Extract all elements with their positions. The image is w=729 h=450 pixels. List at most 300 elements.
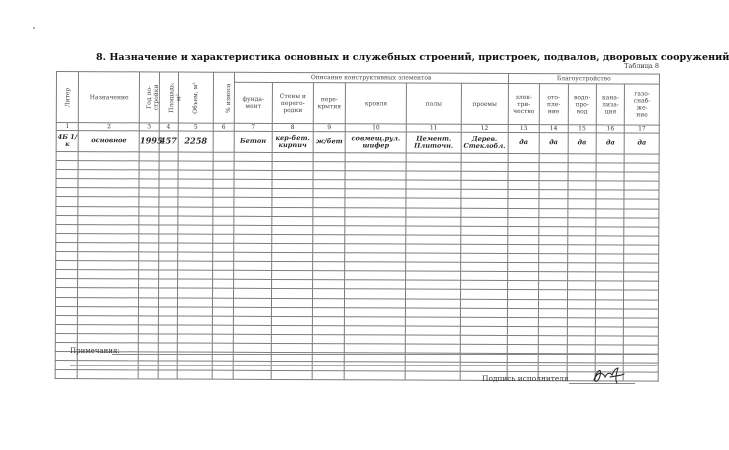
empty-cell: [345, 262, 406, 271]
empty-cell: [233, 261, 272, 270]
empty-cell: [568, 163, 596, 172]
empty-cell: [55, 324, 77, 333]
empty-cell: [406, 198, 461, 207]
empty-cell: [406, 217, 461, 226]
empty-cell: [595, 308, 623, 317]
empty-cell: [139, 288, 158, 297]
empty-cell: [345, 207, 406, 216]
empty-cell: [233, 316, 272, 325]
column-number: 13: [508, 124, 539, 132]
empty-cell: [345, 162, 406, 171]
empty-cell: [56, 206, 78, 215]
empty-cell: [272, 307, 313, 316]
empty-cell: [56, 279, 78, 288]
empty-cell: [539, 245, 567, 254]
empty-cell: [313, 225, 346, 234]
header-floors: полы: [406, 83, 461, 124]
empty-cell: [461, 235, 508, 244]
empty-cell: [567, 308, 595, 317]
empty-cell: [158, 225, 177, 234]
empty-cell: [56, 288, 78, 297]
column-number: 15: [568, 125, 596, 133]
empty-cell: [55, 333, 77, 342]
empty-cell: [178, 225, 214, 234]
column-number: 14: [539, 125, 567, 133]
empty-cell: [312, 244, 345, 253]
empty-cell: [539, 199, 567, 208]
empty-cell: [78, 206, 139, 215]
empty-cell: [158, 216, 177, 225]
empty-cell: [78, 315, 139, 324]
empty-cell: [539, 235, 567, 244]
empty-cell: [178, 207, 214, 216]
notes-line: [112, 354, 657, 355]
empty-cell: [272, 298, 313, 307]
empty-cell: [78, 252, 139, 261]
empty-cell: [507, 226, 538, 235]
empty-cell: [596, 208, 624, 217]
empty-cell: [507, 335, 538, 344]
empty-cell: [345, 171, 406, 180]
empty-cell: [624, 309, 659, 318]
cell-wear: [213, 131, 233, 152]
empty-cell: [538, 354, 566, 363]
empty-cell: [568, 181, 596, 190]
empty-cell: [213, 243, 233, 252]
empty-cell: [139, 279, 158, 288]
group-header-construction: Описание конструктивных элементов: [234, 72, 508, 83]
empty-cell: [213, 289, 233, 298]
empty-cell: [78, 152, 139, 161]
header-roof: кровля: [345, 83, 406, 124]
empty-cell: [344, 371, 405, 380]
empty-cell: [461, 190, 508, 199]
cell-heating: да: [539, 133, 567, 154]
empty-cell: [595, 336, 623, 345]
empty-cell: [78, 233, 139, 242]
empty-cell: [213, 207, 233, 216]
empty-cell: [596, 154, 624, 163]
empty-cell: [508, 163, 539, 172]
empty-cell: [595, 345, 623, 354]
empty-cell: [507, 263, 538, 272]
header-purpose: Назначение: [79, 72, 140, 123]
empty-cell: [233, 270, 272, 279]
empty-cell: [461, 171, 508, 180]
empty-cell: [406, 189, 461, 198]
empty-cell: [345, 316, 406, 325]
empty-cell: [567, 208, 595, 217]
empty-cell: [596, 272, 624, 281]
empty-cell: [567, 317, 595, 326]
empty-cell: [508, 190, 539, 199]
empty-cell: [158, 307, 177, 316]
empty-cell: [624, 272, 659, 281]
empty-cell: [538, 335, 566, 344]
empty-cell: [158, 334, 177, 343]
empty-cell: [405, 335, 460, 344]
empty-cell: [272, 207, 313, 216]
empty-cell: [158, 270, 177, 279]
empty-cell: [272, 216, 313, 225]
empty-cell: [139, 270, 158, 279]
empty-cell: [507, 344, 538, 353]
empty-cell: [406, 162, 461, 171]
empty-cell: [406, 317, 461, 326]
empty-cell: [508, 208, 539, 217]
empty-cell: [312, 271, 345, 280]
empty-cell: [313, 153, 346, 162]
cell-liter: 4Б 1/к: [56, 131, 78, 152]
empty-cell: [567, 354, 595, 363]
empty-cell: [596, 190, 624, 199]
empty-cell: [213, 325, 233, 334]
cell-openings: Дерев. Стеклобл.: [461, 132, 508, 153]
empty-cell: [56, 152, 78, 161]
empty-cell: [539, 208, 567, 217]
empty-cell: [567, 336, 595, 345]
empty-cell: [345, 298, 406, 307]
empty-cell: [139, 197, 158, 206]
empty-cell: [539, 308, 567, 317]
empty-cell: [177, 261, 213, 270]
empty-cell: [139, 216, 158, 225]
header-walls: Стены и перего- родки: [272, 82, 313, 123]
empty-cell: [56, 170, 78, 179]
empty-cell: [139, 261, 158, 270]
empty-cell: [406, 308, 461, 317]
empty-cell: [233, 334, 272, 343]
header-foundation: фунда- мент: [234, 82, 273, 123]
empty-cell: [624, 318, 659, 327]
group-header-amenities: Благоустройство: [508, 73, 659, 84]
empty-cell: [178, 161, 214, 170]
empty-cell: [272, 271, 313, 280]
empty-cell: [507, 272, 538, 281]
empty-cell: [596, 254, 624, 263]
table-row: [56, 131, 659, 155]
empty-cell: [158, 343, 177, 352]
empty-cell: [272, 198, 313, 207]
empty-cell: [461, 208, 508, 217]
empty-cell: [312, 316, 345, 325]
cell-electricity: да: [508, 132, 540, 153]
empty-cell: [345, 307, 406, 316]
cell-gas: да: [624, 133, 659, 154]
empty-cell: [271, 343, 312, 352]
empty-cell: [78, 179, 139, 188]
empty-cell: [158, 279, 177, 288]
empty-cell: [234, 189, 273, 198]
empty-cell: [139, 306, 158, 315]
empty-cell: [313, 171, 346, 180]
empty-cell: [406, 244, 461, 253]
empty-cell: [213, 343, 233, 352]
empty-cell: [345, 235, 406, 244]
empty-cell: [233, 225, 272, 234]
empty-cell: [312, 307, 345, 316]
empty-cell: [159, 152, 178, 161]
empty-cell: [539, 172, 567, 181]
column-number: 3: [139, 123, 158, 131]
column-number: 10: [345, 124, 406, 132]
empty-cell: [312, 289, 345, 298]
empty-cell: [596, 218, 624, 227]
empty-cell: [507, 317, 538, 326]
empty-cell: [461, 262, 508, 271]
empty-cell: [233, 207, 272, 216]
empty-cell: [539, 281, 567, 290]
empty-cell: [624, 281, 659, 290]
empty-cell: [177, 252, 213, 261]
column-number: 16: [596, 125, 624, 133]
empty-cell: [596, 236, 624, 245]
empty-cell: [158, 370, 177, 379]
header-gas: газо- снаб- же- ние: [625, 84, 660, 125]
column-number: 5: [178, 123, 214, 131]
empty-cell: [345, 289, 406, 298]
empty-cell: [406, 299, 461, 308]
empty-cell: [345, 280, 406, 289]
empty-rows: [55, 152, 659, 382]
empty-cell: [595, 327, 623, 336]
empty-cell: [139, 297, 158, 306]
empty-cell: [596, 163, 624, 172]
empty-cell: [158, 252, 177, 261]
empty-cell: [313, 216, 346, 225]
empty-cell: [460, 271, 507, 280]
empty-cell: [507, 290, 538, 299]
empty-cell: [78, 306, 139, 315]
empty-cell: [507, 308, 538, 317]
section-title: 8. Назначение и характеристика основных и служебных строений, пристроек, подвалов, дворовых сооружений: [96, 52, 729, 63]
empty-cell: [78, 297, 139, 306]
notes-line-2: [70, 365, 657, 366]
empty-cell: [539, 217, 567, 226]
empty-cell: [312, 325, 345, 334]
empty-cell: [624, 290, 659, 299]
empty-cell: [567, 236, 595, 245]
empty-cell: [567, 272, 595, 281]
empty-cell: [233, 243, 272, 252]
empty-cell: [507, 363, 538, 372]
empty-cell: [213, 234, 233, 243]
empty-cell: [344, 362, 405, 371]
empty-cell: [508, 181, 539, 190]
empty-cell: [158, 288, 177, 297]
empty-cell: [345, 253, 406, 262]
empty-cell: [312, 280, 345, 289]
empty-cell: [345, 153, 406, 162]
empty-cell: [312, 234, 345, 243]
empty-cell: [213, 216, 233, 225]
empty-cell: [596, 181, 624, 190]
empty-cell: [567, 199, 595, 208]
empty-cell: [313, 198, 346, 207]
empty-cell: [78, 161, 139, 170]
empty-cell: [624, 218, 659, 227]
empty-cell: [158, 316, 177, 325]
empty-cell: [312, 371, 345, 380]
empty-cell: [567, 290, 595, 299]
empty-cell: [213, 252, 233, 261]
empty-cell: [406, 280, 461, 289]
empty-cell: [312, 334, 345, 343]
empty-cell: [624, 236, 659, 245]
empty-cell: [460, 344, 507, 353]
empty-cell: [177, 334, 213, 343]
empty-cell: [539, 226, 567, 235]
empty-cell: [624, 154, 659, 163]
empty-cell: [313, 207, 346, 216]
empty-cell: [139, 170, 158, 179]
table-number: Таблица 8: [624, 62, 659, 70]
empty-cell: [213, 152, 233, 161]
empty-cell: [177, 298, 213, 307]
empty-cell: [55, 315, 77, 324]
empty-cell: [624, 354, 659, 363]
empty-cell: [233, 307, 272, 316]
empty-cell: [272, 152, 313, 161]
header-openings: проемы: [461, 83, 508, 124]
empty-cell: [178, 234, 214, 243]
empty-cell: [272, 171, 313, 180]
empty-cell: [56, 179, 78, 188]
empty-cell: [405, 326, 460, 335]
empty-cell: [213, 316, 233, 325]
header-area: Площадь, м²: [159, 72, 179, 123]
empty-cell: [158, 179, 177, 188]
column-number: 11: [406, 124, 461, 132]
empty-cell: [233, 325, 272, 334]
column-number: 1: [56, 123, 78, 131]
empty-cell: [568, 154, 596, 163]
empty-cell: [56, 215, 78, 224]
empty-cell: [55, 370, 77, 379]
empty-cell: [405, 371, 460, 380]
empty-cell: [212, 370, 232, 379]
buildings-table: [55, 71, 660, 382]
empty-cell: [596, 263, 624, 272]
empty-cell: [233, 289, 272, 298]
empty-cell: [406, 289, 461, 298]
empty-cell: [213, 298, 233, 307]
empty-cell: [460, 299, 507, 308]
empty-cell: [139, 234, 158, 243]
empty-cell: [461, 253, 508, 262]
empty-cell: [624, 227, 659, 236]
empty-cell: [139, 334, 158, 343]
empty-cell: [507, 254, 538, 263]
empty-cell: [158, 234, 177, 243]
empty-cell: [595, 281, 623, 290]
empty-cell: [345, 244, 406, 253]
empty-cell: [406, 153, 461, 162]
cell-floors-ceil: ж/бет: [313, 132, 346, 153]
empty-cell: [624, 345, 659, 354]
empty-cell: [313, 180, 346, 189]
empty-cell: [177, 243, 213, 252]
empty-cell: [158, 297, 177, 306]
empty-cell: [508, 172, 539, 181]
empty-cell: [624, 163, 659, 172]
header-sewer: кана- лиза- ция: [596, 84, 625, 125]
empty-cell: [313, 189, 346, 198]
empty-cell: [272, 180, 313, 189]
empty-cell: [624, 172, 659, 181]
empty-cell: [345, 226, 406, 235]
empty-cell: [344, 344, 405, 353]
empty-cell: [539, 254, 567, 263]
empty-cell: [461, 181, 508, 190]
empty-cell: [539, 181, 567, 190]
empty-cell: [158, 188, 177, 197]
empty-cell: [78, 261, 139, 270]
empty-cell: [345, 216, 406, 225]
empty-cell: [595, 290, 623, 299]
cell-foundation: Бетон: [234, 131, 273, 152]
empty-cell: [507, 235, 538, 244]
empty-cell: [158, 261, 177, 270]
empty-cell: [624, 263, 659, 272]
empty-cell: [78, 270, 139, 279]
empty-cell: [78, 188, 139, 197]
empty-cell: [178, 179, 214, 188]
empty-cell: [567, 217, 595, 226]
empty-cell: [271, 371, 312, 380]
empty-cell: [272, 316, 313, 325]
empty-cell: [213, 225, 233, 234]
empty-cell: [56, 233, 78, 242]
empty-cell: [213, 334, 233, 343]
empty-cell: [624, 327, 659, 336]
empty-cell: [213, 198, 233, 207]
column-number: 4: [159, 123, 178, 131]
empty-cell: [272, 243, 313, 252]
cell-purpose: основное: [78, 131, 139, 152]
header-electricity: элек- три- чество: [508, 83, 540, 124]
empty-cell: [78, 279, 139, 288]
empty-cell: [539, 290, 567, 299]
empty-cell: [624, 299, 659, 308]
empty-cell: [56, 242, 78, 251]
cell-volume: 2258: [178, 131, 214, 152]
column-number: 7: [234, 123, 273, 131]
column-number: 9: [313, 124, 346, 132]
empty-cell: [460, 362, 507, 371]
empty-cell: [539, 154, 567, 163]
empty-cell: [233, 234, 272, 243]
empty-cell: [507, 244, 538, 253]
empty-cell: [406, 171, 461, 180]
empty-cell: [271, 362, 312, 371]
empty-cell: [56, 161, 78, 170]
empty-cell: [56, 252, 78, 261]
empty-cell: [213, 270, 233, 279]
empty-cell: [405, 362, 460, 371]
empty-cell: [567, 327, 595, 336]
empty-cell: [596, 199, 624, 208]
empty-cell: [178, 216, 214, 225]
column-number: 17: [625, 125, 660, 133]
empty-cell: [159, 170, 178, 179]
empty-cell: [461, 153, 508, 162]
empty-cell: [345, 180, 406, 189]
empty-cell: [178, 170, 214, 179]
empty-cell: [461, 217, 508, 226]
empty-cell: [177, 316, 213, 325]
empty-cell: [595, 354, 623, 363]
